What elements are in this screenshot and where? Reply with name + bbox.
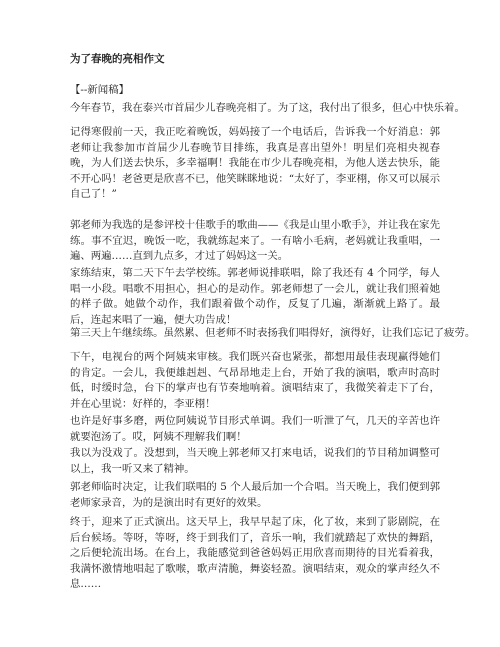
paragraph-2: 记得寒假前一天，我正吃着晚饭，妈妈接了一个电话后，告诉我一个好消息：郭老师让我参加市首届少儿春晚节目排练，我真是喜出望外！明星们亮相央视春晚，为人们送去快乐，多幸福啊！我能在市少儿春晚亮相，为他人送去快乐，能不开心吗！老爸更是欣喜不已，他笑眯眯地说：“太好了，李亚栩，你又可以展示自己了！” <box>70 126 440 200</box>
paragraph-9: 郭老师临时决定，让我们联唱的 5 个人最后加一个合唱。当天晚上，我们便到郭老师家录音，为的是演出时有更好的效果。 <box>70 481 440 509</box>
paragraph-7: 也许是好事多磨，两位阿姨说节目形式单调。我们一听泄了气，几天的辛苦也许就要泡汤了。哎，阿姨不理解我们啊！ <box>70 415 440 443</box>
document-title: 为了春晚的亮相作文 <box>70 53 165 65</box>
paragraph-4: 家练结束，第二天下午去学校练。郭老师说排联唱，除了我还有 4 个同学，每人唱一小段。唱歌不用担心，担心的是动作。郭老师想了一会儿，就让我们照着她的样子做。她做个动作，我们跟着做个动作，反复了几遍，渐渐就上路了。最后，连起来唱了一遍，便大功告成！ <box>70 267 440 326</box>
paragraph-3: 郭老师为我选的是参评校十佳歌手的歌曲——《我是山里小歌手》，并让我在家先练。事不宜迟，晚饭一吃，我就练起来了。一有啥小毛病，老妈就让我重唱，一遍、两遍……直到九点多，才过了妈妈这一关。 <box>70 219 440 262</box>
paragraph-10: 终于，迎来了正式演出。这天早上，我早早起了床，化了妆，来到了影剧院，在后台候场。等呀，等呀，终于到我们了，音乐一响，我们就踏起了欢快的舞蹈，之后便轮流出场。在台上，我能感觉到爸爸妈妈正用欣喜而期待的目光看着我，我满怀激情地唱起了歌喉，歌声清脆，舞姿轻盈。演唱结束，观众的掌声经久不息…… <box>70 516 440 590</box>
paragraph-8: 我以为没戏了。没想到，当天晚上郭老师又打来电话，说我们的节目稍加调整可以上，我一听又来了精神。 <box>70 447 440 475</box>
paragraph-6: 下午，电视台的两个阿姨来审核。我们既兴奋也紧张，都想用最佳表现赢得她们的肯定。一会儿，我便雄赳赳、气昂昂地走上台，开始了我的演唱，歌声时高时低，时缓时急，台下的掌声也有节奏地响着。演唱结束了，我微笑着走下了台，并在心里说：好样的，李亚栩！ <box>70 351 440 410</box>
section-tag: 【--新闻稿】 <box>70 84 129 96</box>
paragraph-5: 第三天上午继续练。虽然累、但老师不时表扬我们唱得好，演得好，让我们忘记了疲劳。 <box>70 327 476 339</box>
paragraph-1: 今年春节，我在泰兴市首届少儿春晚亮相了。为了这，我付出了很多，但心中快乐着。 <box>70 102 465 114</box>
